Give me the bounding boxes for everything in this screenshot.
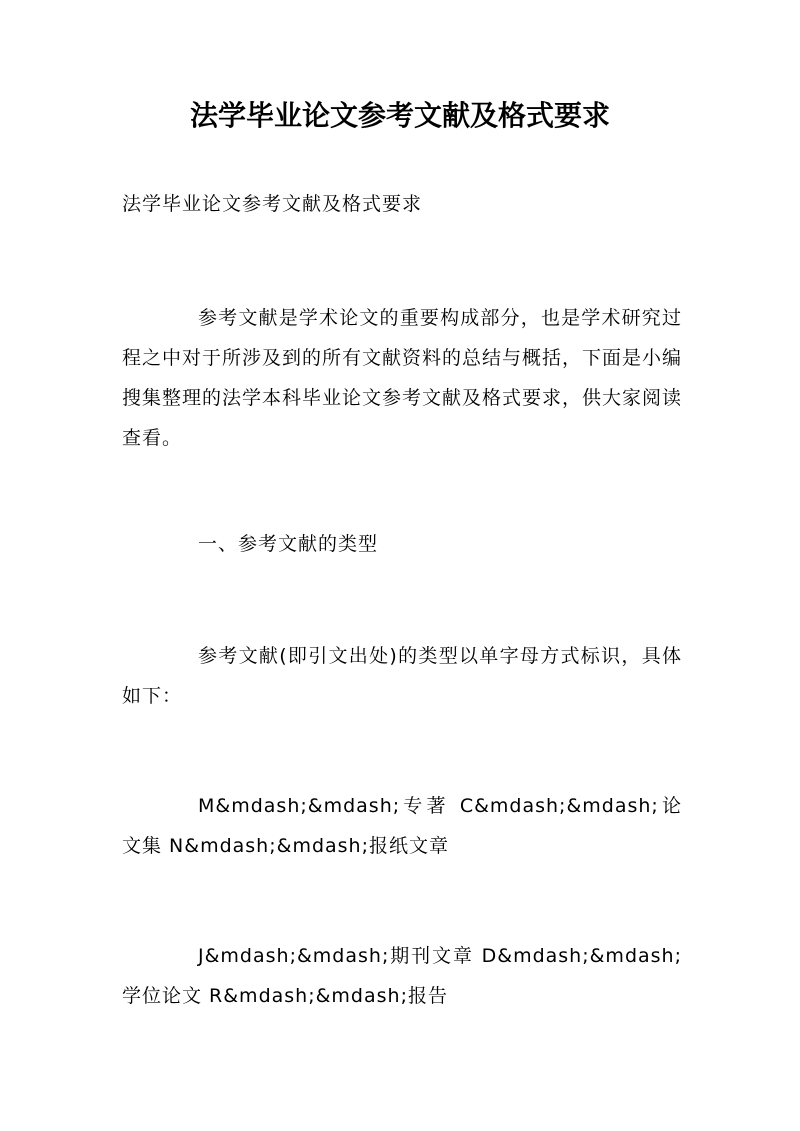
document-subtitle: 法学毕业论文参考文献及格式要求 <box>122 193 423 215</box>
page-title: 法学毕业论文参考文献及格式要求 <box>189 99 610 132</box>
intro-paragraph: 参考文献是学术论文的重要构成部分，也是学术研究过程之中对于所涉及到的所有文献资料的总结与概括，下面是小编搜集整理的法学本科毕业论文参考文献及格式要求，供大家阅读查看。 <box>122 307 683 449</box>
reference-types-list-2: J&mdash;&mdash;期刊文章 D&mdash;&mdash;学位论文 R&mdash;&mdash;报告 <box>122 945 682 1007</box>
reference-types-list-1: M&mdash;&mdash;专著 C&mdash;&mdash;论文集 N&mdash;&mdash;报纸文章 <box>122 795 682 857</box>
reference-types-paragraph: 参考文献(即引文出处)的类型以单字母方式标识，具体如下： <box>122 645 682 707</box>
section-heading-reference-types: 一、参考文献的类型 <box>198 533 379 555</box>
